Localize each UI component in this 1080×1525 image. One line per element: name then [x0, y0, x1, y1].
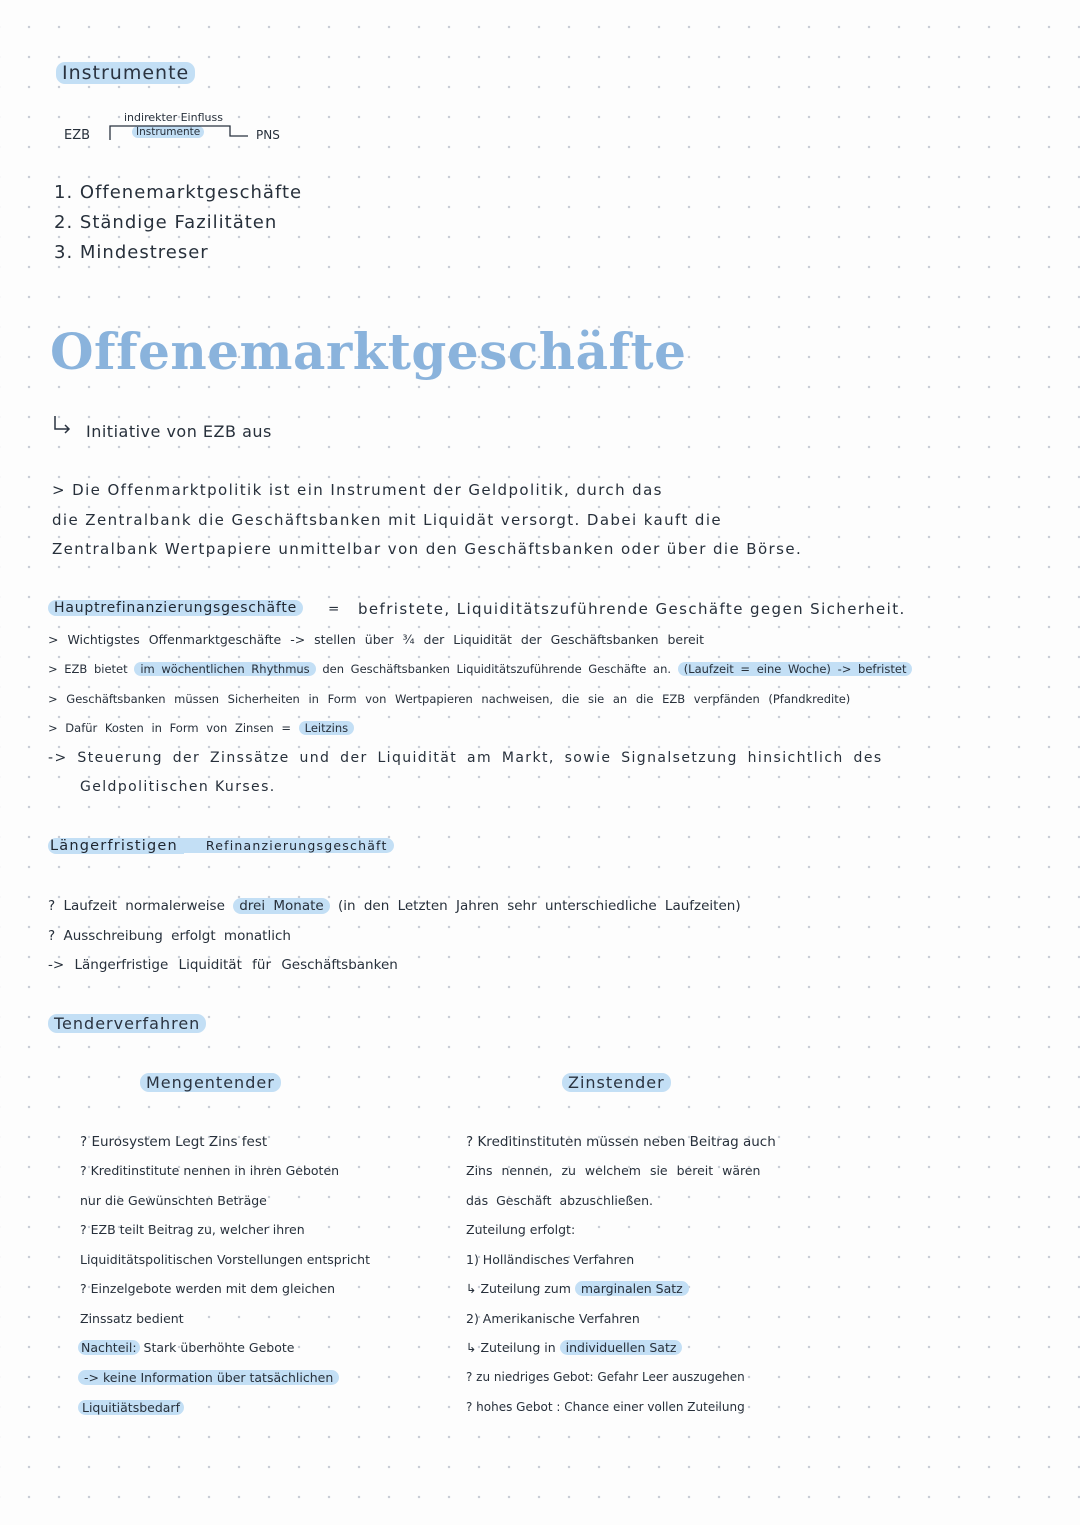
hrg-point-4: > Dafür Kosten in Form von Zinsen = Leitzins	[48, 721, 354, 735]
mengentender-title: Mengentender	[140, 1073, 281, 1092]
page-title: Offenemarktgeschäfte	[50, 322, 687, 381]
lrg-point-2: ? Ausschreibung erfolgt monatlich	[48, 928, 291, 944]
omg-subnote: Initiative von EZB aus	[86, 422, 272, 441]
hrg-point-2: > EZB bietet im wöchentlichen Rhythmus den Geschäftsbanken Liquiditätszuführende Geschäfte an. (Laufzeit = eine Woche) -> befristet	[48, 662, 912, 676]
diagram-node-pns: PNS	[256, 128, 280, 142]
zinstender-line-4: Zuteilung erfolgt:	[466, 1222, 576, 1237]
diagram-bracket-arrow	[108, 122, 268, 144]
mengentender-last-line: Liquitiätsbedarf	[78, 1400, 184, 1415]
mengentender-line-4: ? EZB teilt Beitrag zu, welcher ihren	[80, 1222, 305, 1237]
zinstender-line-amerikanisch: 2) Amerikanische Verfahren	[466, 1311, 640, 1326]
zinstender-title: Zinstender	[562, 1073, 671, 1092]
instrumente-list-item-3: 3. Mindestreser	[54, 242, 209, 263]
zinstender-arrow-2: ↳ Zuteilung in individuellen Satz	[466, 1340, 682, 1355]
zinstender-gebot-2: ? hohes Gebot : Chance einer vollen Zuteilung	[466, 1400, 745, 1414]
instrumente-list-item-1: 1. Offenemarktgeschäfte	[54, 182, 303, 203]
instrumente-list-item-2: 2. Ständige Fazilitäten	[54, 212, 278, 233]
lrg-heading: Längerfristigen Refinanzierungsgeschäft	[48, 838, 394, 854]
hrg-point-1: > Wichtigstes Offenmarktgeschäfte -> stellen über ¾ der Liquidität der Geschäftsbanken bereit	[48, 632, 705, 647]
mengentender-line-5: Liquiditätspolitischen Vorstellungen entspricht	[80, 1252, 370, 1267]
mengentender-arrow-line: -> keine Information über tatsächlichen	[78, 1370, 339, 1385]
mengentender-nachteil: Nachteil: Stark überhöhte Gebote	[78, 1340, 294, 1355]
hrg-point-3: > Geschäftsbanken müssen Sicherheiten in Form von Wertpapieren nachweisen, die sie an die EZB verpfänden (Pfandkredite)	[48, 692, 851, 706]
zinstender-line-3: das Geschäft abzuschließen.	[466, 1193, 653, 1208]
omg-definition-line-2: die Zentralbank die Geschäftsbanken mit Liquidät versorgt. Dabei kauft die	[52, 511, 723, 529]
diagram-arrow-label-top: indirekter Einfluss	[124, 111, 223, 124]
hrg-equals: =	[328, 601, 340, 617]
mengentender-line-1: ? Eurosystem Legt Zins fest	[80, 1134, 268, 1150]
omg-definition-line-1: > Die Offenmarktpolitik ist ein Instrument der Geldpolitik, durch das	[52, 481, 663, 499]
tender-heading: Tenderverfahren	[48, 1014, 206, 1033]
mengentender-line-6: ? Einzelgebote werden mit dem gleichen	[80, 1281, 336, 1296]
mengentender-line-2: ? Kreditinstitute nennen in ihren Geboten	[80, 1163, 340, 1178]
omg-definition-line-3: Zentralbank Wertpapiere unmittelbar von den Geschäftsbanken oder über die Börse.	[52, 540, 803, 558]
mengentender-line-7: Zinssatz bedient	[80, 1311, 184, 1326]
zinstender-arrow-1: ↳ Zuteilung zum marginalen Satz	[466, 1281, 689, 1296]
zinstender-line-1: ? Kreditinstituten müssen neben Beitrag auch	[466, 1134, 776, 1150]
zinstender-line-2: Zins nennen, zu welchem sie bereit wären	[466, 1163, 761, 1178]
lrg-point-1: ? Laufzeit normalerweise drei Monate (in den Letzten Jahren sehr unterschiedliche Laufzeiten)	[48, 898, 741, 914]
diagram-arrow-label-bottom: Instrumente	[132, 126, 204, 138]
hrg-heading: Hauptrefinanzierungsgeschäfte	[48, 600, 303, 616]
lrg-point-3: -> Längerfristige Liquidität für Geschäftsbanken	[48, 957, 398, 973]
section-heading-instrumente: Instrumente	[56, 62, 195, 84]
zinstender-line-5: 1) Holländisches Verfahren	[466, 1252, 635, 1267]
diagram-node-ezb: EZB	[64, 128, 91, 143]
hrg-conclusion-line-1: -> Steuerung der Zinssätze und der Liquidität am Markt, sowie Signalsetzung hinsichtlich des	[48, 750, 883, 766]
hrg-conclusion-line-2: Geldpolitischen Kurses.	[80, 779, 276, 795]
hrg-definition: befristete, Liquiditätszuführende Geschäfte gegen Sicherheit.	[358, 600, 906, 618]
hook-arrow-icon	[52, 414, 76, 436]
mengentender-line-3: nur die Gewünschten Beträge	[80, 1193, 267, 1208]
zinstender-gebot-1: ? zu niedriges Gebot: Gefahr Leer auszugehen	[466, 1370, 745, 1384]
